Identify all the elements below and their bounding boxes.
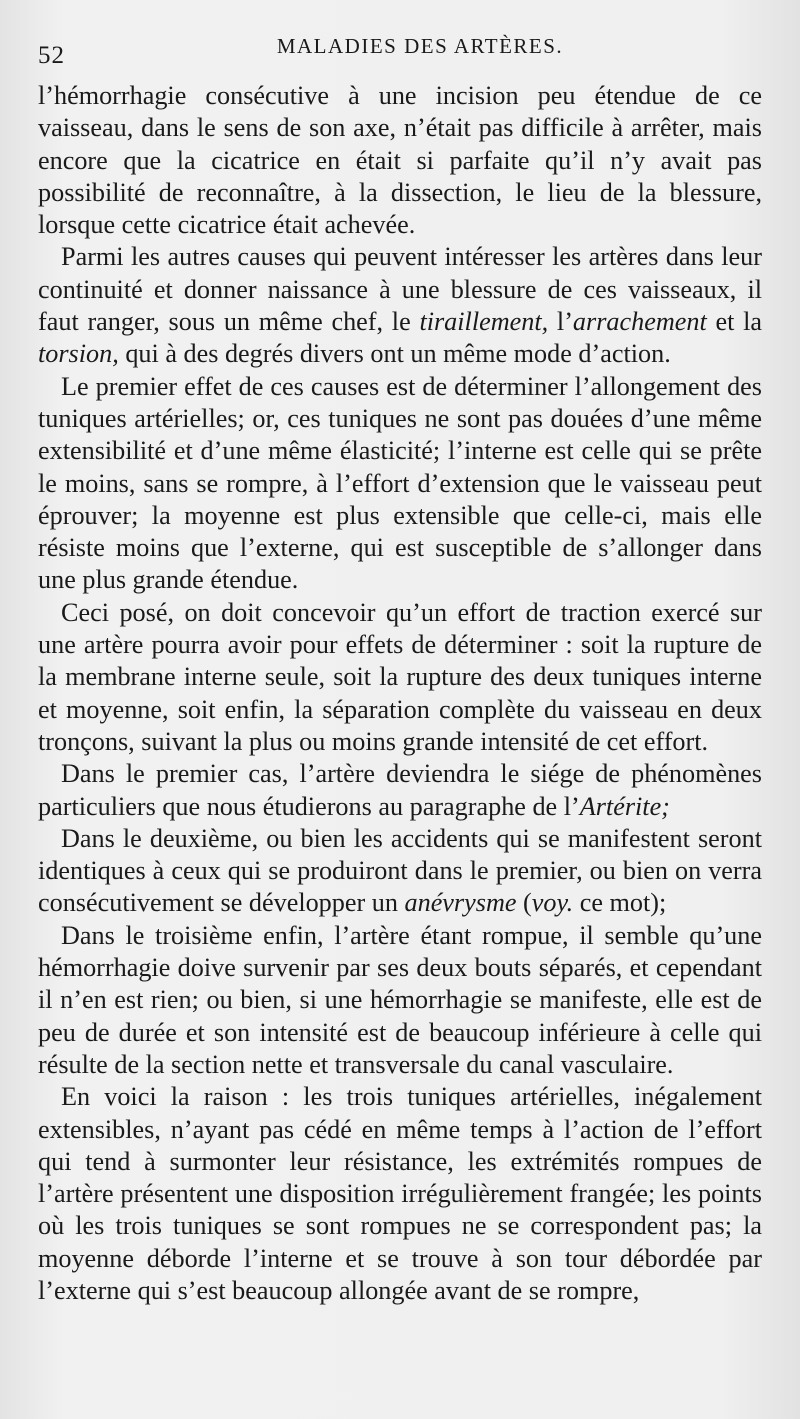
text-segment: Dans le premier cas, l’artère deviendra le siége de phénomènes particuliers que nous étudierons au paragraphe de l’	[38, 759, 762, 821]
text-segment: ce mot);	[573, 888, 667, 918]
text-segment: En voici la raison : les trois tuniques artérielles, inégalement extensibles, n’ayant pas cédé en même temps à l’action de l’effort qui tend à surmonter leur résistance, les extrémités rompues de l’artère présentent une disposition irrégulièrement frangée; les points où les trois tuniques se sont rompues ne se correspondent pas; la moyenne déborde l’interne et se trouve à son tour débordée par l’externe qui s’est beaucoup allongée avant de se rompre,	[38, 1082, 762, 1305]
body-text	[38, 80, 762, 1307]
paragraph	[38, 80, 762, 241]
text-segment: qui à des degrés divers ont un même mode d’action.	[118, 339, 671, 369]
italic-term: voy.	[531, 888, 574, 918]
italic-term: torsion,	[38, 339, 119, 369]
paragraph	[38, 241, 762, 370]
paragraph	[38, 597, 762, 758]
running-head	[38, 28, 762, 72]
italic-term: Artérite;	[579, 791, 670, 821]
page-number: 52	[38, 42, 65, 69]
italic-term: anévrysme	[404, 888, 517, 918]
paragraph	[38, 920, 762, 1081]
paragraph	[38, 371, 762, 597]
text-segment: Le premier effet de ces causes est de déterminer l’allongement des tuniques artérielles; or, ces tuniques ne sont pas douées d’une même extensibilité et d’une même élasticité; l’interne est celle qui se prête le moins, sans se rompre, à l’effort d’extension que le vaisseau peut éprouver; la moyenne est plus extensible que celle-ci, mais elle résiste moins que l’externe, qui est susceptible de s’allonger dans une plus grande étendue.	[38, 371, 762, 595]
text-segment: Dans le troisième enfin, l’artère étant rompue, il semble qu’une hémorrhagie doive survenir par ses deux bouts séparés, et cependant il n’en est rien; ou bien, si une hémorrhagie se manifeste, elle est de peu de durée et son intensité est de beaucoup inférieure à celle qui résulte de la section nette et transversale du canal vasculaire.	[38, 920, 762, 1079]
italic-term: arrachement	[572, 307, 707, 337]
paragraph	[38, 1081, 762, 1307]
text-segment: (	[516, 888, 532, 918]
italic-term: tiraillement,	[419, 307, 549, 337]
text-segment: Ceci posé, on doit concevoir qu’un effort de traction exercé sur une artère pourra avoir pour effets de déterminer : soit la rupture de la membrane interne seule, soit la rupture des deux tuniques interne et moyenne, soit enfin, la séparation complète du vaisseau en deux tronçons, suivant la plus ou moins grande intensité de cet effort.	[38, 597, 762, 756]
text-segment: l’hémorrhagie consécutive à une incision peu étendue de ce vaisseau, dans le sens de son axe, n’était pas difficile à arrêter, mais encore que la cicatrice en était si parfaite qu’il n’y avait pas possibilité de reconnaître, à la dissection, le lieu de la blessure, lorsque cette cicatrice était achevée.	[38, 81, 762, 240]
text-segment: Parmi les autres causes qui peuvent intéresser les artères dans leur continuité et donner naissance à une blessure de ces vaisseaux, il faut ranger, sous un même chef, le	[38, 242, 762, 337]
text-segment: l’	[548, 307, 573, 337]
paragraph	[38, 758, 762, 823]
text-segment: Dans le deuxième, ou bien les accidents qui se manifestent seront identiques à ceux qui se produiront dans le premier, ou bien on verra consécutivement se développer un	[38, 823, 762, 918]
running-title: MALADIES DES ARTÈRES.	[276, 34, 564, 58]
text-segment: et la	[706, 307, 763, 337]
paragraph	[38, 823, 762, 920]
